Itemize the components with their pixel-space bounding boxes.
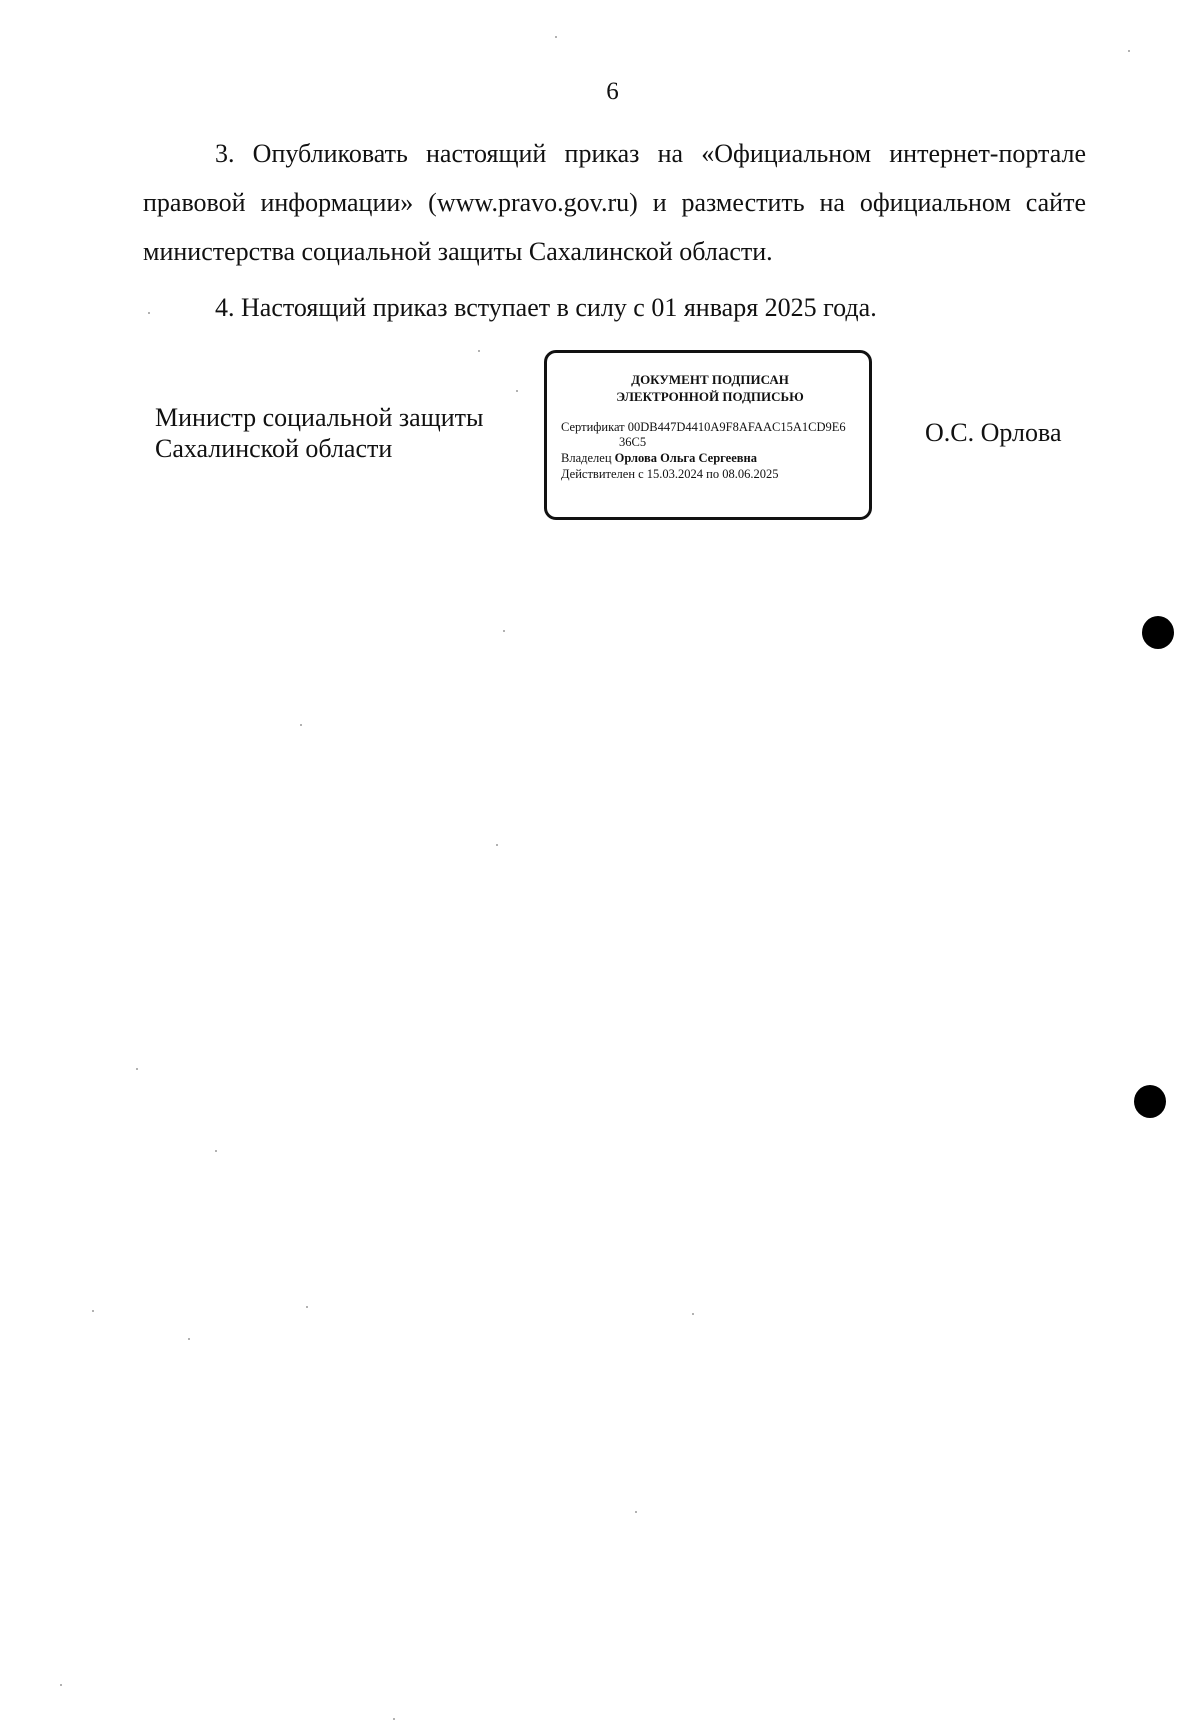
stamp-header [561, 371, 859, 405]
scan-speck [516, 390, 518, 392]
stamp-cert-value: 00DB447D4410A9F8AFAAC15A1CD9E6 [627, 420, 846, 434]
scan-speck [148, 312, 150, 314]
stamp-owner [561, 450, 859, 466]
electronic-signature-stamp [544, 350, 872, 520]
stamp-certificate [561, 419, 859, 435]
stamp-cert-value-continued: 36C5 [619, 435, 647, 449]
scan-speck [555, 36, 557, 38]
stamp-owner-value: Орлова Ольга Сергеевна [614, 451, 757, 465]
signer-title-line1: Министр социальной защиты [155, 403, 484, 432]
stamp-owner-label: Владелец [561, 451, 612, 465]
stamp-cert-label: Сертификат [561, 420, 625, 434]
scan-speck [1128, 50, 1130, 52]
paragraph-publish: 3. Опубликовать настоящий приказ на «Официальном интернет-портале правовой информации» (www.pravo.gov.ru) и разместить на официальном сайте министерства социальной защиты Сахалинской области. [143, 139, 1086, 266]
paragraph-effective-date: 4. Настоящий приказ вступает в силу с 01 января 2025 года. [215, 293, 877, 322]
stamp-header-line1: ДОКУМЕНТ ПОДПИСАН [631, 372, 789, 387]
punch-hole [1142, 616, 1174, 649]
stamp-header-line2: ЭЛЕКТРОННОЙ ПОДПИСЬЮ [616, 389, 804, 404]
scan-speck [635, 1511, 637, 1513]
punch-hole [1134, 1085, 1166, 1118]
scan-speck [496, 844, 498, 846]
scan-speck [692, 1313, 694, 1315]
scan-speck [92, 1310, 94, 1312]
scan-speck [306, 1306, 308, 1308]
scan-speck [60, 1684, 62, 1686]
scan-speck [503, 630, 505, 632]
scan-speck [136, 1068, 138, 1070]
signer-name: О.С. Орлова [925, 418, 1062, 447]
scan-speck [188, 1338, 190, 1340]
scan-speck [215, 1150, 217, 1152]
scan-speck [478, 350, 480, 352]
scan-speck [300, 724, 302, 726]
scan-speck [393, 1718, 395, 1720]
page-number: 6 [606, 78, 619, 105]
stamp-validity: Действителен с 15.03.2024 по 08.06.2025 [561, 467, 779, 481]
signer-title-line2: Сахалинской области [155, 434, 393, 463]
signer-title [155, 402, 483, 464]
